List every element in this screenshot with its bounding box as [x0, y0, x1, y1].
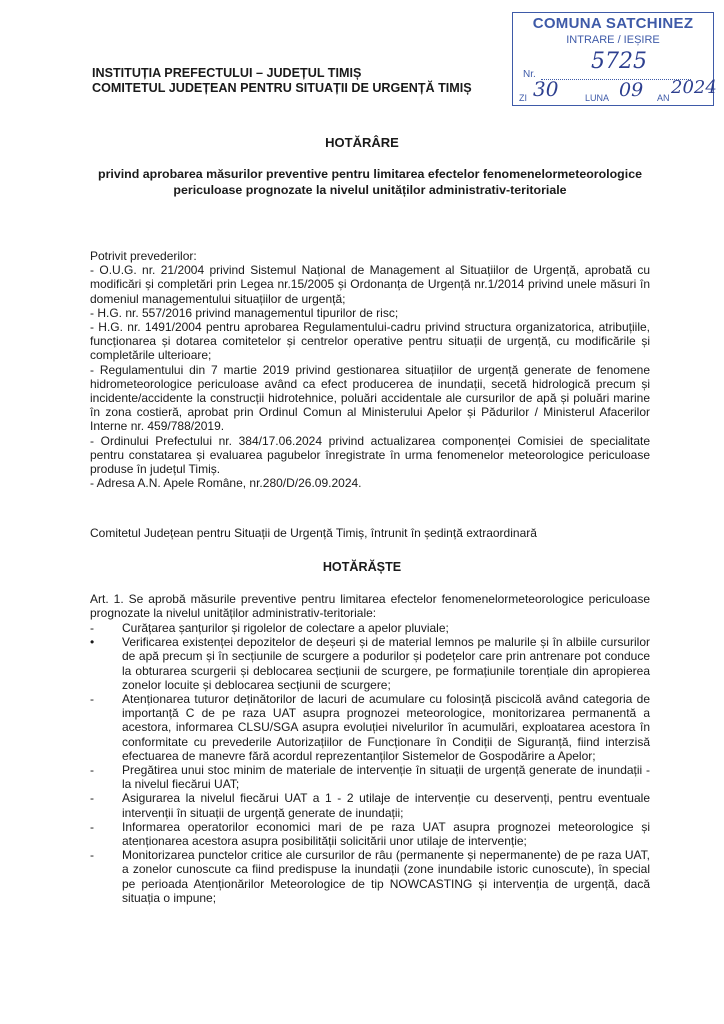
preamble-line: - H.G. nr. 557/2016 privind managementul tipurilor de risc;: [90, 305, 399, 320]
bullet-dash-icon: -: [90, 848, 94, 863]
institution-line-2: COMITETUL JUDEȚEAN PENTRU SITUAȚII DE URGENȚĂ TIMIȘ: [92, 81, 472, 95]
list-item: - Monitorizarea punctelor critice ale cursurilor de râu (permanente și nepermanente) de pe raza UAT, a zonelor cunoscute ca fiind predispuse la inundații (zone inundabile istoric cunoscute), în special pe perioada Atenționărilor Meteorologice de tip NOWCASTING și intervenția de urgență, dacă situația o impune;: [90, 848, 650, 905]
list-item: - Curățarea șanțurilor și rigolelor de colectare a apelor pluviale;: [90, 621, 449, 635]
preamble-line: - Adresa A.N. Apele Române, nr.280/D/26.09.2024.: [90, 476, 362, 491]
list-item: - Asigurarea la nivelul fiecărui UAT a 1 - 2 utilaje de intervenție cu deservenți, pentru eventuale intervenții în situații de urgență generate de inundații;: [90, 791, 650, 820]
stamp-nr-value: 5725: [591, 49, 647, 74]
measures-list: [90, 621, 650, 905]
stamp-nr-line: [541, 79, 691, 80]
bullet-dash-icon: -: [90, 692, 94, 707]
bullet-dot-icon: •: [90, 635, 95, 650]
stamp-luna-label: LUNA: [585, 93, 610, 103]
institution-line-1: INSTITUȚIA PREFECTULUI – JUDEȚUL TIMIȘ: [92, 66, 362, 80]
stamp-luna-value: 09: [619, 79, 644, 101]
preamble-line: - Regulamentului din 7 martie 2019 privind gestionarea situațiilor de urgență generate de fenomene hidrometeorologice periculoase având ca efect producerea de inundații, secetă hidrologică precum și incidente/accidente la construcții hidrotehnice, poluări accidentale ale cursurilor de apă și poluări marine în zona costieră, aprobat prin Ordinul Comun al Ministerului Apelor și Pădurilor / Ministerul Afacerilor Interne nr. 459/788/2019.: [90, 362, 650, 434]
institution-header: [92, 66, 472, 96]
bullet-dash-icon: -: [90, 621, 94, 635]
list-item: - Informarea operatorilor economici mari de pe raza UAT asupra prognozei meteorologice și atenționarea acestora asupra posibilității solicitării unor utilaje de intervenție;: [90, 819, 650, 849]
list-item: • Verificarea existenței depozitelor de deșeuri și de material lemnos pe malurile și în albiile cursurilor de apă precum și în secțiunile de scurgere a podurilor și podețelor care prin antrenare pot conduce la obturarea scurgerii și deblocarea secțiunii de scurgere, pe formațiunile torențiale din apropierea zonelor locuite și deblocarea secțiunii de scurgere;: [90, 635, 650, 692]
stamp-nr-label: Nr.: [523, 69, 536, 80]
bullet-dash-icon: -: [90, 763, 94, 778]
list-item: - Atenționarea tuturor deținătorilor de lacuri de acumulare cu folosință piscicolă având categoria de importanță C de pe raza UAT asupra prognozei meteorologice, monitorizarea permanentă a acestora, informarea CLSU/SGA asupra evoluției nivelurilor în acumulări, exploatarea acestora în conformitate cu prevederile Autorizațiilor de Funcționare în Condiții de Siguranță, fiind interzisă efectuarea de manevre fără acordul reprezentanților Sistemelor de Gospodărire a Apelor;: [90, 692, 650, 763]
preamble-line: - H.G. nr. 1491/2004 pentru aprobarea Regulamentului-cadru privind structura organizatorica, atribuțiile, funcționarea și dotarea comitetelor și centrelor operative pentru situații de urgență, cu modificările și completările ulterioare;: [90, 320, 650, 363]
document-title: HOTĂRÂRE: [325, 135, 399, 150]
list-item: - Pregătirea unui stoc minim de materiale de intervenție în situații de urgență generate de inundații - la nivelul fiecărui UAT;: [90, 763, 650, 792]
stamp-title: COMUNA SATCHINEZ: [532, 15, 694, 32]
stamp-subtitle: INTRARE / IEȘIRE: [566, 34, 660, 46]
bullet-dash-icon: -: [90, 791, 94, 806]
preamble-line: - Ordinului Prefectului nr. 384/17.06.2024 privind actualizarea componenței Comisiei de specialitate pentru constatarea și evaluarea pagubelor înregistrate în urma fenomenelor meteorologice periculoase produse în județul Timiș.: [90, 433, 650, 477]
registration-stamp: [512, 12, 717, 106]
preamble-line: - O.U.G. nr. 21/2004 privind Sistemul Național de Management al Situațiilor de Urgență, aprobată cu modificări și completări prin Legea nr.15/2005 și Ordonanța de Urgență nr.1/2014 privind unele măsuri în domeniul managementului situațiilor de urgență;: [90, 263, 650, 306]
stamp-an-value: 2024: [671, 77, 717, 98]
stamp-zi-label: ZI: [519, 93, 527, 103]
article-1: Art. 1. Se aprobă măsurile preventive pentru limitarea efectelor fenomenelormeteorologice periculoase prognozate la nivelul unităților administrativ-teritoriale:: [90, 592, 650, 621]
document-subtitle: privind aprobarea măsurilor preventive pentru limitarea efectelor fenomenelormeteorologice periculoase prognozate la nivelul unităților administrativ-teritoriale: [98, 167, 642, 197]
preamble-line: Potrivit prevederilor:: [90, 249, 197, 263]
stamp-zi-value: 30: [533, 77, 559, 101]
stamp-an-label: AN: [657, 93, 670, 103]
bullet-dash-icon: -: [90, 819, 94, 834]
preamble: [90, 249, 650, 490]
committee-statement: Comitetul Județean pentru Situații de Urgență Timiș, întrunit în ședință extraordinară: [90, 526, 537, 540]
decides-heading: HOTĂRĂȘTE: [322, 560, 402, 574]
